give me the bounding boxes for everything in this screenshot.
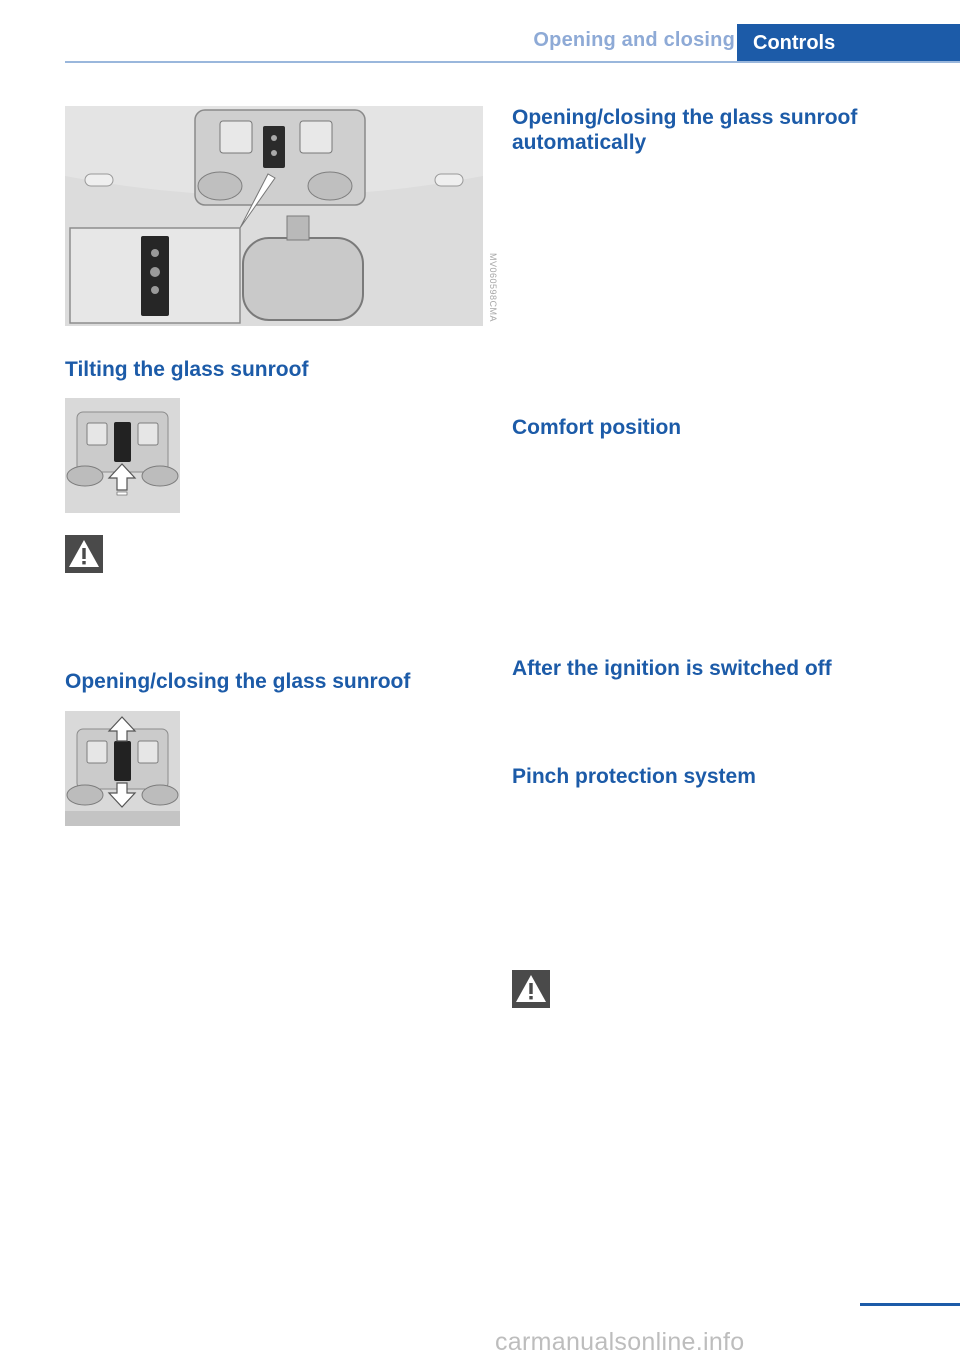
figure-tilt-switch xyxy=(65,398,180,513)
warning-triangle-icon xyxy=(65,535,103,573)
footer-watermark: carmanualsonline.info xyxy=(495,1328,745,1356)
figure-code: MV060598CMA xyxy=(488,253,498,323)
footer-rule xyxy=(860,1303,960,1306)
heading-comfort-position: Comfort position xyxy=(512,416,682,439)
heading-pinch-protection: Pinch protection system xyxy=(512,765,756,788)
figure-overhead-console xyxy=(65,106,483,326)
heading-auto-line2: automatically xyxy=(512,131,647,154)
heading-tilting: Tilting the glass sunroof xyxy=(65,358,309,381)
sunroof-open-close-icon xyxy=(65,711,180,826)
heading-ignition-off: After the ignition is switched off xyxy=(512,657,832,680)
figure-open-close-switch xyxy=(65,711,180,826)
heading-auto-line1: Opening/closing the glass sunroof xyxy=(512,106,858,129)
heading-auto xyxy=(512,105,857,155)
header-section-title: Opening and closing xyxy=(533,29,735,51)
header-rule xyxy=(65,61,960,63)
heading-opening-closing: Opening/closing the glass sunroof xyxy=(65,670,411,693)
warning-triangle-icon xyxy=(512,970,550,1008)
sunroof-tilt-icon xyxy=(65,398,180,513)
header-chapter-tab[interactable]: Controls xyxy=(737,24,960,62)
